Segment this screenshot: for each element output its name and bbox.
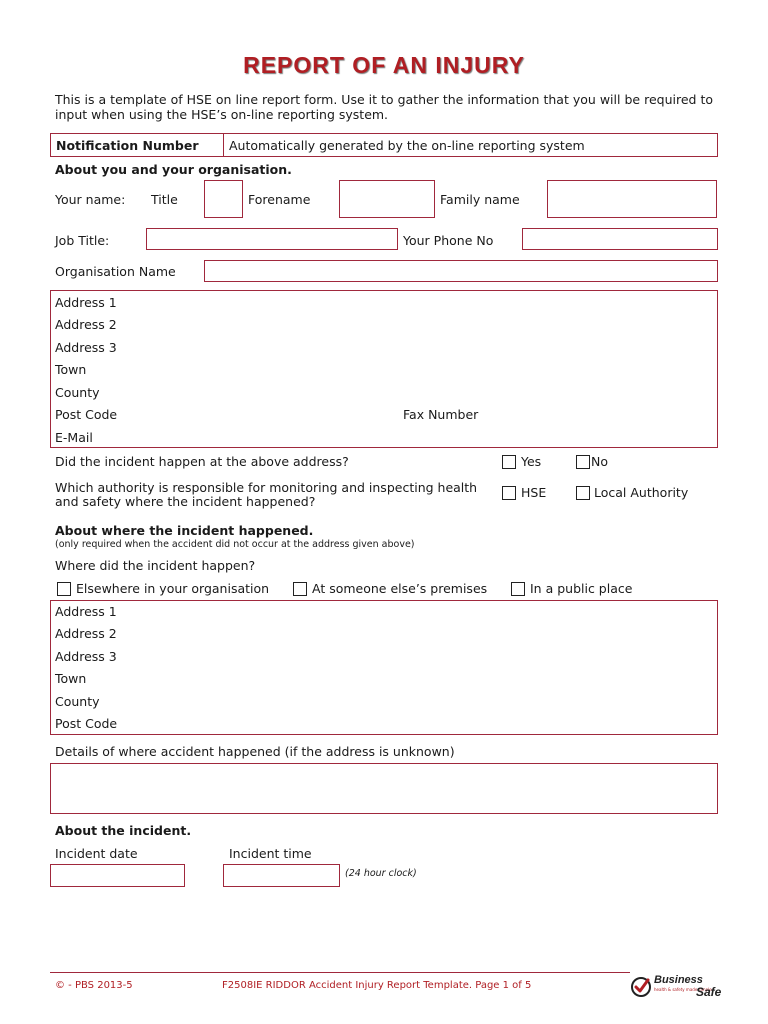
section-heading-about-you: About you and your organisation. — [55, 162, 292, 177]
details-field[interactable] — [50, 763, 718, 814]
incident-time-label: Incident time — [229, 846, 312, 861]
org-name-label: Organisation Name — [55, 264, 176, 279]
job-title-label: Job Title: — [55, 233, 110, 248]
incident-address-box[interactable] — [50, 600, 718, 735]
org-address3-label: Address 3 — [55, 340, 117, 355]
incident-address2-label: Address 2 — [55, 626, 117, 641]
org-address-box[interactable] — [50, 290, 718, 448]
authority-hse-checkbox[interactable] — [502, 486, 516, 500]
section-heading-about-where: About where the incident happened. — [55, 523, 314, 538]
incident-postcode-label: Post Code — [55, 716, 118, 731]
same-address-question: Did the incident happen at the above address? — [55, 454, 349, 469]
clock-note: (24 hour clock) — [345, 868, 417, 879]
incident-address3-label: Address 3 — [55, 649, 117, 664]
about-where-note: (only required when the accident did not occur at the address given above) — [55, 539, 415, 550]
same-address-no-label: No — [591, 454, 608, 469]
authority-local-checkbox[interactable] — [576, 486, 590, 500]
phone-label: Your Phone No — [403, 233, 494, 248]
page-title: REPORT OF AN INJURY — [243, 52, 525, 78]
same-address-no-checkbox[interactable] — [576, 455, 590, 469]
org-postcode-label: Post Code — [55, 407, 118, 422]
org-county-label: County — [55, 385, 100, 400]
where-someone-label: At someone else’s premises — [312, 581, 488, 596]
incident-county-label: County — [55, 694, 100, 709]
phone-field[interactable] — [522, 228, 718, 250]
org-email-label: E-Mail — [55, 430, 93, 445]
authority-hse-label: HSE — [521, 485, 547, 500]
family-name-label: Family name — [440, 192, 520, 207]
same-address-yes-checkbox[interactable] — [502, 455, 516, 469]
authority-question-line1: Which authority is responsible for monitoring and inspecting health — [55, 480, 478, 495]
your-name-label: Your name: — [55, 192, 126, 207]
incident-time-field[interactable] — [223, 864, 340, 887]
business-safe-logo — [630, 974, 722, 1000]
where-public-checkbox[interactable] — [511, 582, 525, 596]
job-title-field[interactable] — [146, 228, 398, 250]
family-name-field[interactable] — [547, 180, 717, 218]
org-town-label: Town — [55, 362, 87, 377]
where-elsewhere-checkbox[interactable] — [57, 582, 71, 596]
same-address-yes-label: Yes — [521, 454, 542, 469]
footer-rule — [50, 972, 630, 973]
incident-address1-label: Address 1 — [55, 604, 117, 619]
incident-town-label: Town — [55, 671, 87, 686]
checkmark-icon — [630, 976, 652, 1001]
notification-divider — [223, 133, 224, 157]
org-address1-label: Address 1 — [55, 295, 117, 310]
authority-local-label: Local Authority — [594, 485, 689, 500]
title-field[interactable] — [204, 180, 243, 218]
logo-word-safe: Safe — [696, 985, 722, 999]
where-someone-checkbox[interactable] — [293, 582, 307, 596]
incident-date-field[interactable] — [50, 864, 185, 887]
org-fax-label: Fax Number — [403, 407, 479, 422]
footer-document-ref: F2508IE RIDDOR Accident Injury Report Template. Page 1 of 5 — [222, 980, 532, 991]
incident-date-label: Incident date — [55, 846, 138, 861]
where-elsewhere-label: Elsewhere in your organisation — [76, 581, 270, 596]
forename-field[interactable] — [339, 180, 435, 218]
details-label: Details of where accident happened (if the address is unknown) — [55, 744, 455, 759]
org-address2-label: Address 2 — [55, 317, 117, 332]
forename-label: Forename — [248, 192, 311, 207]
notification-label: Notification Number — [56, 138, 199, 153]
authority-question-line2: and safety where the incident happened? — [55, 494, 316, 509]
org-name-field[interactable] — [204, 260, 718, 282]
where-public-label: In a public place — [530, 581, 633, 596]
logo-word-business: Business — [654, 974, 703, 986]
section-heading-about-incident: About the incident. — [55, 823, 192, 838]
where-question: Where did the incident happen? — [55, 558, 256, 573]
title-label: Title — [151, 192, 178, 207]
logo-tagline: health & safety made simple — [654, 987, 712, 992]
intro-text: This is a template of HSE on line report form. Use it to gather the information that you will be required to input when using the HSE’s on-line reporting system. — [55, 92, 713, 122]
notification-value: Automatically generated by the on-line reporting system — [229, 138, 585, 153]
footer-copyright: © - PBS 2013-5 — [55, 980, 133, 991]
